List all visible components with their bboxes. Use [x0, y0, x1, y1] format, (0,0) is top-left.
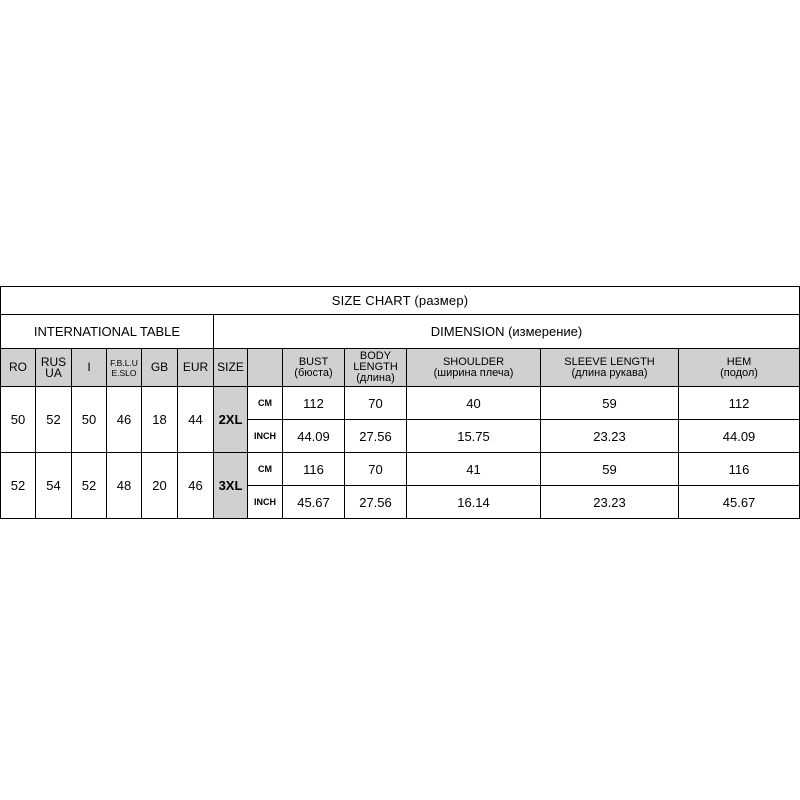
bust-cm: 112	[283, 387, 345, 420]
sleeve-length-inch: 23.23	[541, 420, 679, 453]
dim-header-body-length: BODY LENGTH (длина)	[345, 349, 407, 387]
body-length-inch: 27.56	[345, 420, 407, 453]
intl-header-gb: GB	[142, 349, 178, 387]
hem-cm: 116	[679, 453, 800, 486]
table-row	[1, 387, 800, 420]
hem-cm: 112	[679, 387, 800, 420]
intl-eur-value: 44	[178, 387, 214, 453]
intl-gb-value: 20	[142, 453, 178, 519]
intl-header-i: I	[72, 349, 107, 387]
size-label: 3XL	[214, 453, 248, 519]
intl-fblu-value: 46	[107, 387, 142, 453]
bust-inch: 45.67	[283, 486, 345, 519]
intl-fblu-value: 48	[107, 453, 142, 519]
hem-inch: 44.09	[679, 420, 800, 453]
shoulder-inch: 15.75	[407, 420, 541, 453]
body-length-inch: 27.56	[345, 486, 407, 519]
intl-header-eur: EUR	[178, 349, 214, 387]
shoulder-inch: 16.14	[407, 486, 541, 519]
unit-inch-label: INCH	[248, 486, 283, 519]
intl-gb-value: 18	[142, 387, 178, 453]
body-length-cm: 70	[345, 387, 407, 420]
intl-rus-value: 54	[36, 453, 72, 519]
intl-i-value: 50	[72, 387, 107, 453]
bust-inch: 44.09	[283, 420, 345, 453]
dim-header-hem: HEM (подол)	[679, 349, 800, 387]
unit-inch-label: INCH	[248, 420, 283, 453]
intl-rus-value: 52	[36, 387, 72, 453]
dim-header-bust: BUST (бюста)	[283, 349, 345, 387]
bust-cm: 116	[283, 453, 345, 486]
size-label: 2XL	[214, 387, 248, 453]
sleeve-length-inch: 23.23	[541, 486, 679, 519]
header-row	[1, 349, 800, 387]
unit-cm-label: CM	[248, 453, 283, 486]
body-length-cm: 70	[345, 453, 407, 486]
unit-header-blank	[248, 349, 283, 387]
size-chart-table	[0, 286, 800, 519]
intl-i-value: 52	[72, 453, 107, 519]
sleeve-length-cm: 59	[541, 387, 679, 420]
chart-title: SIZE CHART (размер)	[1, 287, 800, 315]
unit-cm-label: CM	[248, 387, 283, 420]
sleeve-length-cm: 59	[541, 453, 679, 486]
shoulder-cm: 41	[407, 453, 541, 486]
intl-eur-value: 46	[178, 453, 214, 519]
intl-ro-value: 50	[1, 387, 36, 453]
shoulder-cm: 40	[407, 387, 541, 420]
size-header: SIZE	[214, 349, 248, 387]
intl-header-ro: RO	[1, 349, 36, 387]
dim-header-sleeve-length: SLEEVE LENGTH (длина рукава)	[541, 349, 679, 387]
intl-ro-value: 52	[1, 453, 36, 519]
intl-header-fblu: F.B.L.U E.SLO	[107, 349, 142, 387]
hem-inch: 45.67	[679, 486, 800, 519]
dim-header-shoulder: SHOULDER (ширина плеча)	[407, 349, 541, 387]
intl-header-rus: RUS UA	[36, 349, 72, 387]
table-row	[1, 453, 800, 486]
international-table-label: INTERNATIONAL TABLE	[1, 315, 214, 349]
dimension-label: DIMENSION (измерение)	[214, 315, 800, 349]
